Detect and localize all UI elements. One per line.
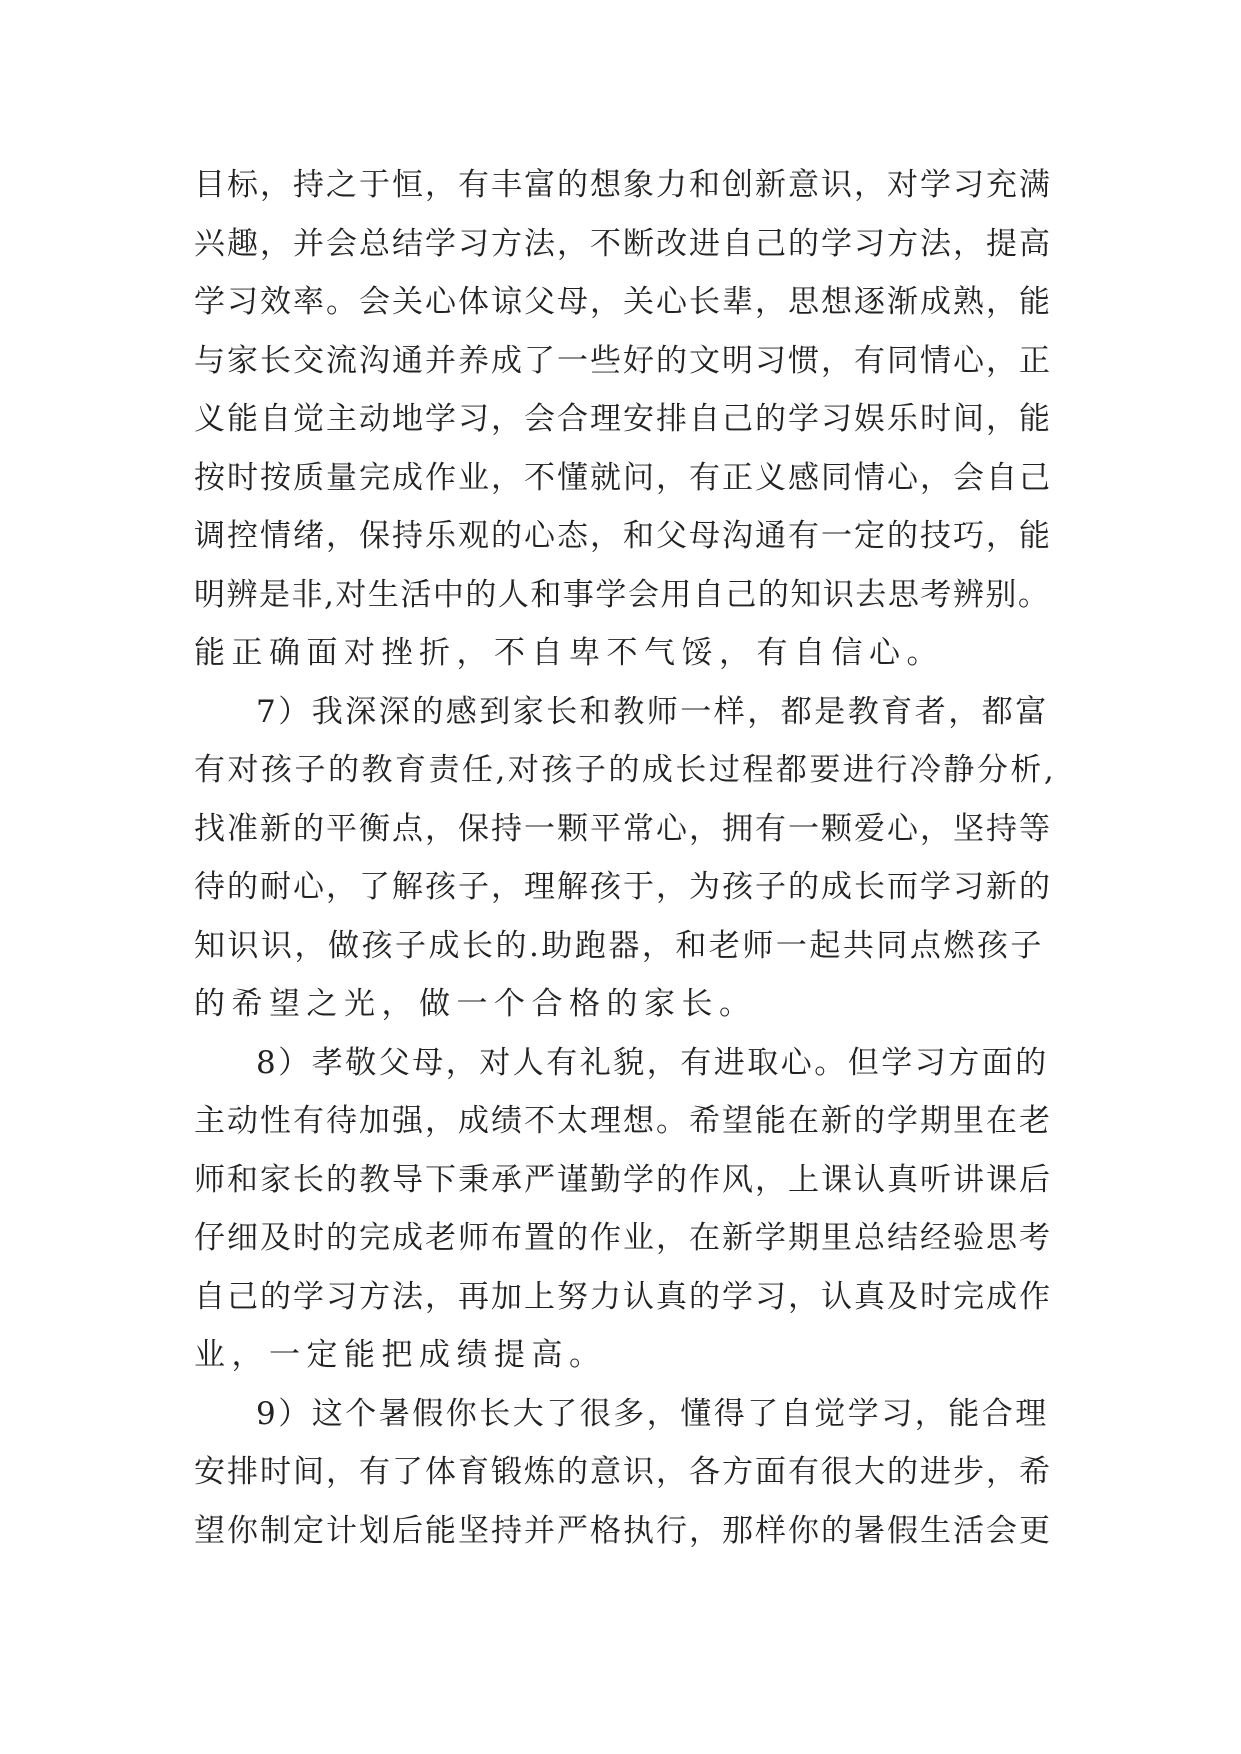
text-line: 知识识，做孩子成长的.助跑器，和老师一起共同点燃孩子	[194, 927, 1044, 964]
text-line: 找准新的平衡点，保持一颗平常心，拥有一颗爱心，坚持等	[194, 810, 1052, 847]
text-line: 自己的学习方法，再加上努力认真的学习，认真及时完成作	[194, 1278, 1052, 1315]
text-line: 能正确面对挫折，不自卑不气馁，有自信心。	[194, 635, 944, 671]
text-line: 业，一定能把成绩提高。	[194, 1337, 607, 1373]
document-body	[194, 156, 1056, 1560]
text-line: 仔细及时的完成老师布置的作业，在新学期里总结经验思考	[194, 1220, 1052, 1256]
text-line: 义能自觉主动地学习，会合理安排自己的学习娱乐时间，能	[194, 401, 1052, 437]
text-line: 安排时间，有了体育锻炼的意识，各方面有很大的进步，希	[194, 1454, 1052, 1490]
text-line: 兴趣，并会总结学习方法，不断改进自己的学习方法，提高	[194, 225, 1052, 262]
text-line: 待的耐心，了解孩子，理解孩于，为孩子的成长而学习新的	[194, 869, 1052, 905]
text-line: 学习效率。会关心体谅父母，关心长辈，思想逐渐成熟，能	[194, 284, 1052, 320]
text-line: 调控情绪，保持乐观的心态，和父母沟通有一定的技巧，能	[194, 518, 1052, 554]
text-line: 9）这个暑假你长大了很多，懂得了自觉学习，能合理	[256, 1395, 1049, 1432]
text-line: 师和家长的教导下秉承严谨勤学的作风，上课认真听讲课后	[194, 1161, 1052, 1198]
text-line: 8）孝敬父母，对人有礼貌，有进取心。但学习方面的	[256, 1044, 1049, 1081]
text-line: 按时按质量完成作业，不懂就问，有正义感同情心，会自己	[194, 459, 1052, 496]
text-line: 7）我深深的感到家长和教师一样，都是教育者，都富	[256, 693, 1049, 730]
text-line: 的希望之光，做一个合格的家长。	[194, 986, 757, 1022]
text-line: 目标，持之于恒，有丰富的想象力和创新意识，对学习充满	[194, 167, 1052, 203]
text-line: 与家长交流沟通并养成了一些好的文明习惯，有同情心，正	[194, 342, 1052, 379]
text-line: 望你制定计划后能坚持并严格执行，那样你的暑假生活会更	[194, 1512, 1052, 1549]
text-line: 有对孩子的教育责任,对孩子的成长过程都要进行冷静分析,	[194, 752, 1057, 788]
text-line: 明辨是非,对生活中的人和事学会用自己的知识去思考辨别。	[194, 576, 1051, 613]
text-line: 主动性有待加强，成绩不太理想。希望能在新的学期里在老	[194, 1103, 1052, 1139]
